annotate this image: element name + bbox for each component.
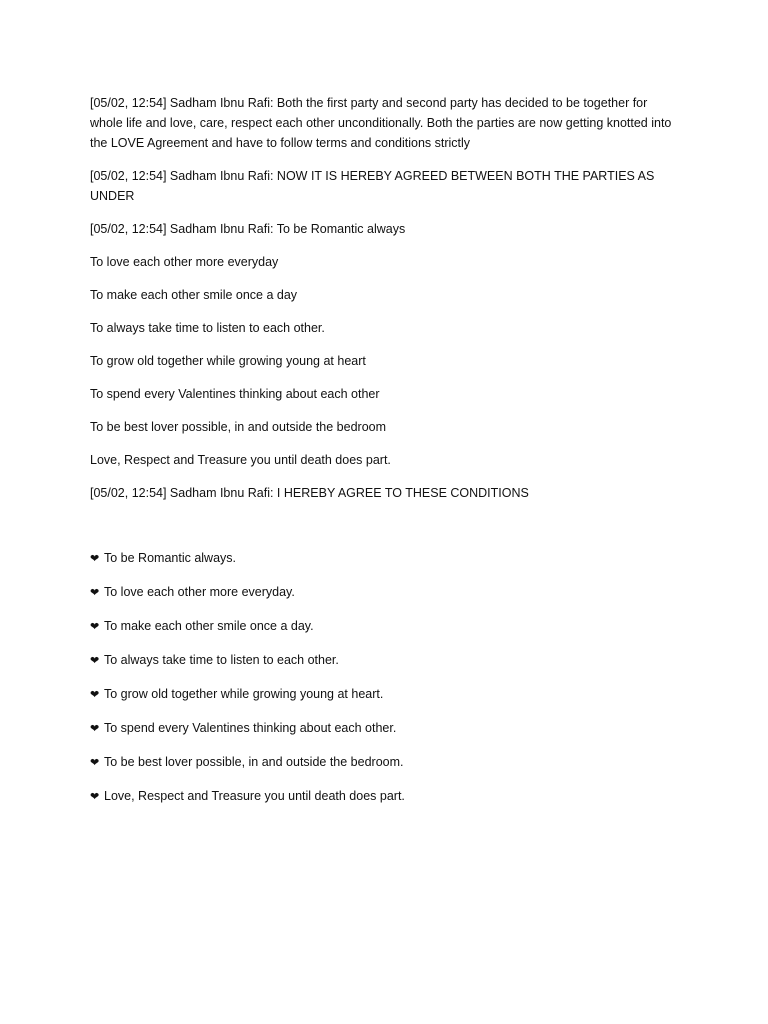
chat-line-agree: [05/02, 12:54] Sadham Ibnu Rafi: I HEREBY AGREE TO THESE CONDITIONS	[90, 486, 529, 500]
heart-icon: ❤	[90, 553, 100, 565]
list-item	[90, 718, 675, 739]
section-spacer	[90, 516, 675, 548]
term-line: Love, Respect and Treasure you until death does part.	[90, 453, 391, 467]
list-item	[90, 752, 675, 773]
list-item	[90, 684, 675, 705]
term-line: To grow old together while growing young at heart	[90, 354, 366, 368]
heart-icon: ❤	[90, 655, 100, 667]
chat-line-agreement: [05/02, 12:54] Sadham Ibnu Rafi: NOW IT IS HEREBY AGREED BETWEEN BOTH THE PARTIES AS UNDER	[90, 169, 655, 203]
list-item-text: To grow old together while growing young at heart.	[104, 687, 384, 701]
term-line: To always take time to listen to each other.	[90, 321, 325, 335]
list-item	[90, 786, 675, 807]
list-item-text: To be best lover possible, in and outside the bedroom.	[104, 755, 404, 769]
heart-icon: ❤	[90, 723, 100, 735]
list-item-text: To spend every Valentines thinking about each other.	[104, 721, 397, 735]
term-line: To be best lover possible, in and outside the bedroom	[90, 420, 387, 434]
heart-icon: ❤	[90, 587, 100, 599]
list-item	[90, 548, 675, 569]
list-item	[90, 582, 675, 603]
list-item-text: To love each other more everyday.	[104, 585, 295, 599]
list-item-text: To be Romantic always.	[104, 551, 237, 565]
list-item-text: To always take time to listen to each other.	[104, 653, 339, 667]
heart-icon: ❤	[90, 757, 100, 769]
chat-line-intro: [05/02, 12:54] Sadham Ibnu Rafi: Both the first party and second party has decided to be together for whole life and love, care, respect each other unconditionally. Both the parties are now getting knotted into the LOVE Agreement and have to follow terms and conditions strictly	[90, 96, 672, 150]
term-line: To make each other smile once a day	[90, 288, 298, 302]
heart-icon: ❤	[90, 791, 100, 803]
heart-bullet-list	[90, 548, 675, 807]
list-item	[90, 616, 675, 637]
chat-line-romantic: [05/02, 12:54] Sadham Ibnu Rafi: To be Romantic always	[90, 222, 406, 236]
list-item-text: Love, Respect and Treasure you until death does part.	[104, 789, 405, 803]
list-item-text: To make each other smile once a day.	[104, 619, 314, 633]
term-line: To love each other more everyday	[90, 255, 279, 269]
list-item	[90, 650, 675, 671]
document-page	[90, 93, 675, 820]
term-line: To spend every Valentines thinking about each other	[90, 387, 380, 401]
heart-icon: ❤	[90, 689, 100, 701]
heart-icon: ❤	[90, 621, 100, 633]
